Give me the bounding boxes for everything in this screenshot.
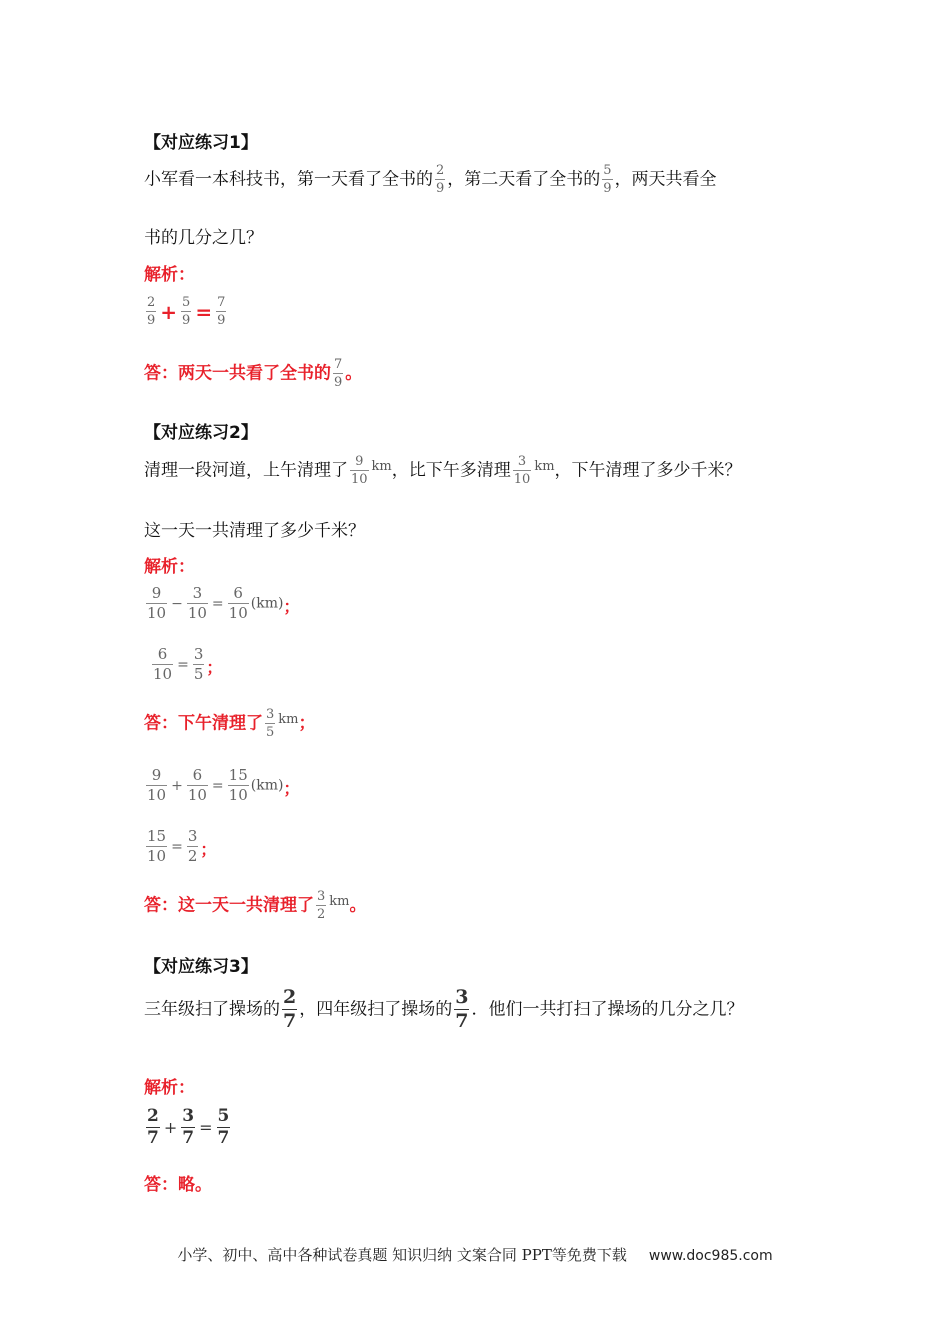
answer-text: 答：这一天一共清理了 — [144, 895, 314, 916]
fraction: $\frac{3}{2}$ — [187, 827, 198, 865]
equals-sign: = — [195, 299, 213, 324]
fraction: $\frac{2}{9}$ — [436, 163, 445, 196]
fraction: $\frac{3}{2}$ — [317, 889, 326, 922]
question-text: ．他们一共打扫了操场的几分之几？ — [471, 999, 744, 1020]
exercise-1-heading: 【对应练习1】 — [144, 133, 258, 153]
exercise-3-analysis-label: 解析： — [144, 1078, 195, 1098]
fraction: $\frac{2}{9}$ — [147, 295, 156, 328]
exercise-2-question-line2: 这一天一共清理了多少千米？ — [144, 521, 365, 541]
exercise-2-step-3 — [144, 768, 299, 803]
fraction: $\frac{5}{9}$ — [603, 163, 612, 196]
exercise-1-equation — [144, 296, 228, 327]
semicolon: ； — [283, 597, 300, 616]
plus-sign: + — [160, 299, 178, 324]
footer-site-link[interactable]: www.doc985.com — [648, 1248, 773, 1264]
exercise-2-step-1 — [144, 586, 299, 621]
fraction: $\frac{3}{10}$ — [513, 454, 531, 487]
semicolon: ； — [298, 713, 316, 734]
fraction: $\frac{6}{10}$ — [228, 584, 248, 622]
fraction: $\frac{15}{10}$ — [228, 766, 248, 804]
exercise-2-answer-2 — [144, 890, 367, 921]
exercise-2-question — [144, 455, 742, 486]
semicolon: ； — [200, 840, 217, 859]
question-text: 清理一段河道，上午清理了 — [144, 460, 348, 481]
exercise-1-analysis-label: 解析： — [144, 265, 195, 285]
plus-sign: + — [163, 1118, 178, 1137]
exercise-1-answer — [144, 358, 362, 389]
unit: km — [371, 458, 392, 474]
unit: km — [329, 893, 350, 909]
unit: km — [534, 458, 555, 474]
equals-sign: = — [199, 1118, 213, 1137]
exercise-2-heading: 【对应练习2】 — [144, 423, 258, 443]
equals-sign: = — [177, 656, 189, 673]
fraction: $\frac{6}{10}$ — [187, 766, 207, 804]
footer-text: 小学、初中、高中各种试卷真题 知识归纳 文案合同 PPT等免费下载 — [177, 1246, 627, 1264]
answer-text: 答：两天一共看了全书的 — [144, 363, 331, 384]
equals-sign: = — [211, 595, 224, 612]
exercise-3-equation — [144, 1108, 232, 1147]
fraction: $\frac{9}{10}$ — [147, 766, 167, 804]
fraction: $\frac{3}{5}$ — [266, 707, 275, 740]
fraction: $\frac{5}{7}$ — [217, 1106, 230, 1148]
question-text: 小军看一本科技书，第一天看了全书的 — [144, 169, 433, 190]
answer-text: 答：下午清理了 — [144, 713, 263, 734]
question-text: ，四年级扫了操场的 — [299, 999, 453, 1020]
fraction: $\frac{2}{7}$ — [147, 1106, 159, 1148]
question-text: ，下午清理了多少千米？ — [554, 460, 742, 481]
semicolon: ； — [206, 658, 223, 677]
fraction: $\frac{7}{9}$ — [217, 295, 226, 328]
exercise-2-answer-1 — [144, 708, 316, 739]
footer — [0, 1244, 950, 1265]
equals-sign: = — [211, 777, 224, 794]
exercise-1-question-line2: 书的几分之几？ — [144, 228, 263, 248]
fraction: $\frac{5}{9}$ — [182, 295, 191, 328]
unit: km — [278, 711, 299, 727]
fraction: $\frac{9}{10}$ — [351, 454, 368, 487]
fraction: $\frac{3}{5}$ — [193, 645, 204, 683]
question-text: ，第二天看了全书的 — [447, 169, 601, 190]
exercise-2-analysis-label: 解析： — [144, 557, 195, 577]
fraction: $\frac{3}{10}$ — [187, 584, 207, 622]
fraction: $\frac{9}{10}$ — [147, 584, 167, 622]
exercise-3-answer: 答：略。 — [144, 1175, 212, 1195]
plus-sign: + — [171, 777, 183, 794]
question-text: ，两天共看全 — [614, 169, 717, 190]
exercise-3-heading: 【对应练习3】 — [144, 957, 258, 977]
unit: (km) — [250, 777, 284, 794]
answer-text: 。 — [345, 363, 363, 384]
fraction: $\frac{6}{10}$ — [153, 645, 173, 683]
equals-sign: = — [171, 838, 183, 855]
exercise-1-question — [144, 164, 717, 195]
fraction: $\frac{3}{7}$ — [182, 1106, 195, 1148]
fraction: $\frac{7}{9}$ — [334, 357, 343, 390]
unit: (km) — [250, 595, 284, 612]
exercise-2-step-4 — [144, 829, 216, 864]
fraction: $\frac{15}{10}$ — [147, 827, 167, 865]
answer-text: 。 — [349, 895, 367, 916]
minus-sign: − — [171, 595, 183, 612]
exercise-2-step-2 — [150, 647, 222, 682]
question-text: 三年级扫了操场的 — [144, 999, 280, 1020]
question-text: ，比下午多清理 — [391, 460, 511, 481]
fraction: $\frac{3}{7}$ — [455, 986, 469, 1032]
exercise-3-question — [144, 988, 743, 1031]
semicolon: ； — [283, 779, 300, 798]
fraction: $\frac{2}{7}$ — [283, 986, 297, 1032]
